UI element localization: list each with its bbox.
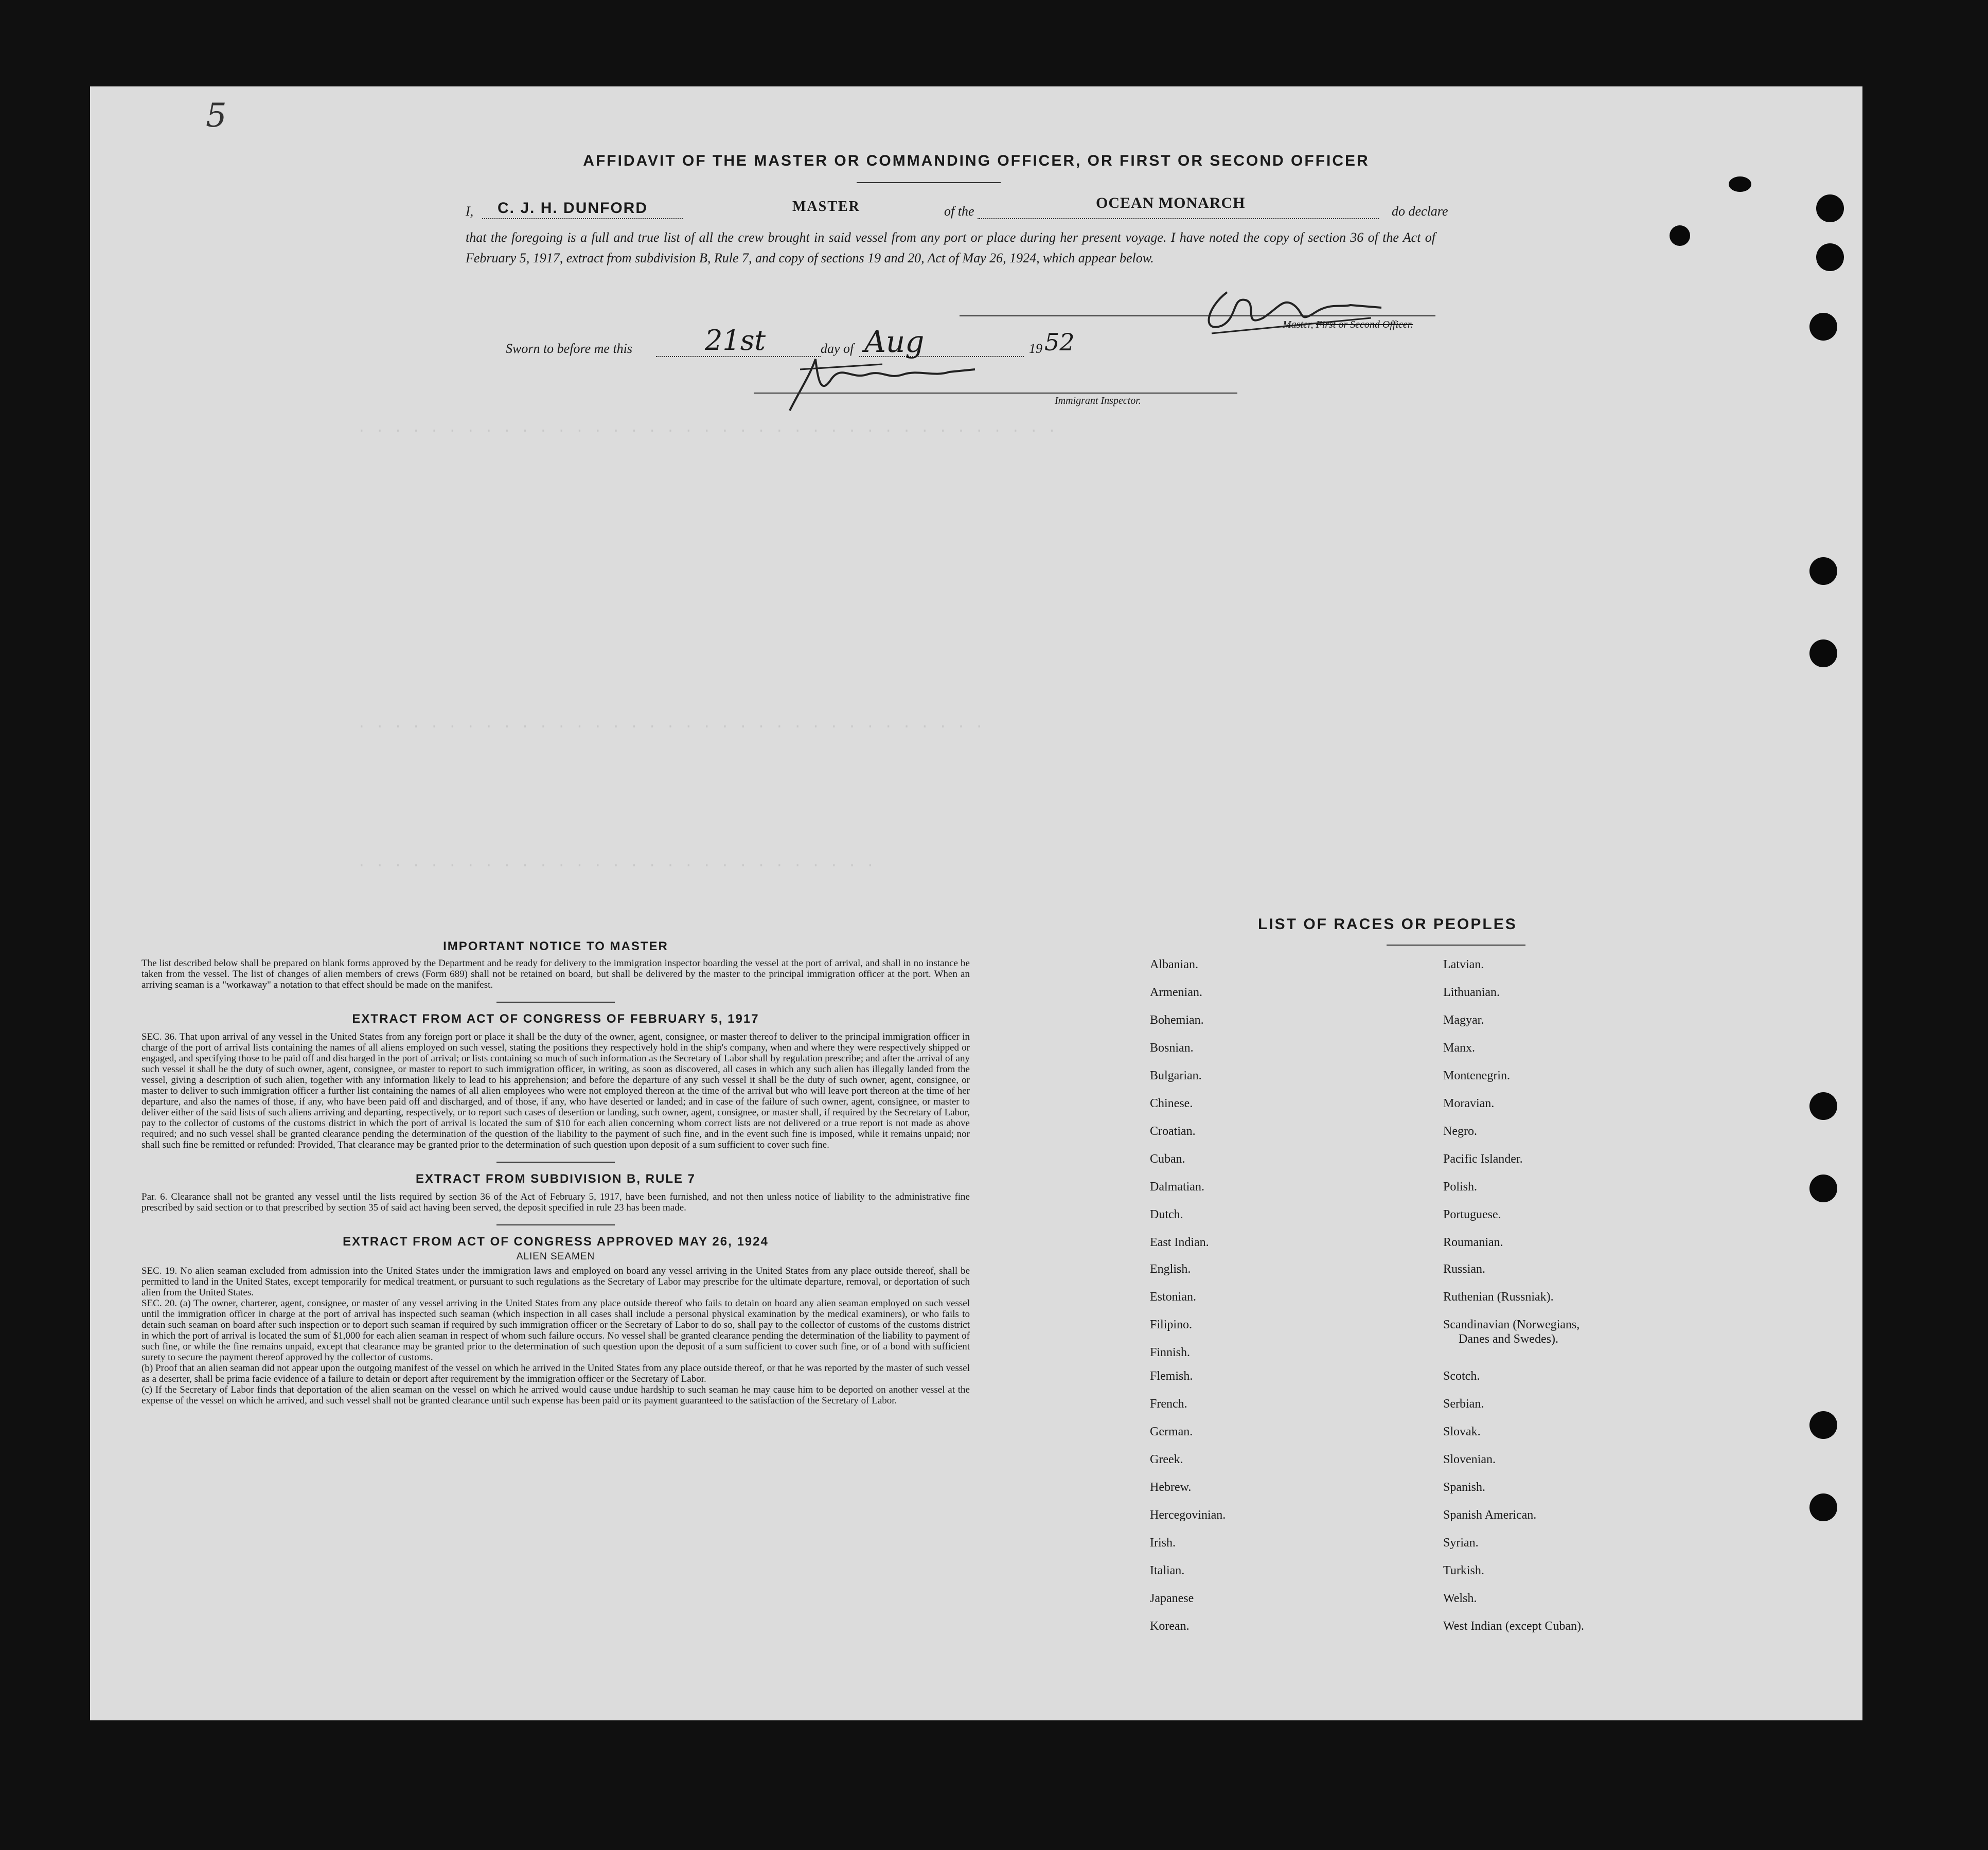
races-heading-rule [1387,945,1525,946]
race-left: German. [1150,1425,1193,1438]
race-right: Latvian. [1443,958,1484,971]
rank: MASTER [792,199,860,215]
bleed-through-text: · · · · · · · · · · · · · · · · · · · · · · · · · · · · · · · · · · · · · · · [358,423,1057,439]
race-left: Korean. [1150,1620,1190,1633]
race-left: Italian. [1150,1564,1185,1577]
section-divider [496,1224,615,1225]
sworn-label: Sworn to before me this [506,341,633,356]
race-left: Albanian. [1150,958,1198,971]
punch-hole [1809,1493,1837,1521]
sworn-day: 21st [705,324,766,357]
bleed-through-text: · · · · · · · · · · · · · · · · · · · · · · · · · · · · · · · · · · · [358,719,985,735]
of-the-label: of the [944,204,974,219]
race-right: Magyar. [1443,1013,1484,1027]
race-right: Slovak. [1443,1425,1481,1438]
race-right: Welsh. [1443,1592,1477,1605]
inspector-signature-line [754,393,1237,394]
race-left: Chinese. [1150,1097,1193,1110]
race-left: Finnish. [1150,1346,1191,1359]
punch-hole [1809,557,1837,585]
notice-body: The list described below shall be prepared on blank forms approved by the Department and be ready for delivery to the immigration inspector boarding the vessel at the port of arrival, and shall in no instance be taken from the vessel. The list of changes of alien members of crews (Form 689) shall not be retained on board, but shall be delivered by the master to the principal immigration officer at the port. When an arriving seaman is a "workaway" a notation to that effect should be made on the manifest. [141,958,970,990]
punch-hole [1816,194,1844,222]
race-left: Dutch. [1150,1208,1183,1221]
race-right: Polish. [1443,1180,1478,1194]
race-left: Flemish. [1150,1369,1193,1383]
race-right-continuation: Danes and Swedes). [1459,1332,1558,1346]
vessel-field [978,194,1379,219]
race-right: Portuguese. [1443,1208,1501,1221]
legal-column [141,939,970,1406]
race-right: Slovenian. [1443,1453,1496,1466]
extract-1917-body: SEC. 36. That upon arrival of any vessel in the United States from any foreign port or place it shall be the duty of the owner, agent, consignee, or master thereof to deliver to the principal immigration officer in charge of the port of arrival lists containing the names of all aliens employed on such vessel, stating the positions they respectively hold in the ship's company, when and where they were respectively shipped or engaged, and specifying those to be paid off and discharged in the port of arrival; or lists containing so much of such information as the Secretary of Labor shall by regulation prescribe; and after the arrival of any such vessel it shall be the duty of such owner, agent, consignee, or master to report to such immigration officer, in writing, as soon as discovered, all cases in which any such alien has illegally landed from the vessel, giving a description of such alien, together with any information likely to lead to his apprehension; and before the departure of any such vessel it shall be the duty of such owner, agent, consignee, or master to deliver to such immigration officer a further list containing the names of all alien employees who were not employed thereon at the time of the arrival but who will leave port thereon at the time of her departure, and also the names of those, if any, who have been paid off and discharged, and of those, if any, who have deserted or landed; and in case of the failure of such owner, agent, consignee, or master to deliver either of the said lists of such aliens arriving and departing, respectively, or to report such cases of desertion or landing, such owner, agent, consignee, or master shall, if required by the Secretary of Labor, pay to the collector of customs of the customs district in which the port of arrival is located the sum of $10 for each alien concerning whom correct lists are not delivered or a true report is not made as above required; and no such vessel shall be granted clearance pending the determination of the question of the liability to the payment of such fine, and in the event such fine is imposed, while it remains unpaid; nor shall such fine be remitted or refunded: Provided, That clearance may be granted prior to the determination of such question upon deposit of a sum sufficient to cover such fine. [141,1031,970,1150]
document-page [90,86,1862,1720]
race-left: East Indian. [1150,1236,1209,1249]
year-suffix: 52 [1044,328,1075,356]
sec-20a-text: SEC. 20. (a) The owner, charterer, agent, consignee, or master of any vessel arriving in the United States from any place outside thereof who fails to detain on board any alien seaman employed on such vessel until the immigration officer in charge at the port of arrival has inspected such seaman (which inspection in all cases shall include a personal physical examination by the medical examiners), or who fails to detain such seaman on board after such inspection or to deport such seaman if required by such immigration officer or the Secretary of Labor to do so, shall pay to the collector of customs of the customs district in which the port of arrival is located the sum of $1,000 for each alien seaman in respect of whom such failure occurs. No vessel shall be granted clearance pending the determination of the liability to payment of such fine, or while the fine remains unpaid, except that clearance may be granted prior to the determination of such question upon the deposit of a sum sufficient to cover such fine, or of a bond with sufficient surety to secure the payment thereof approved by the collector of customs. [141,1298,970,1363]
race-left: Cuban. [1150,1152,1185,1166]
race-left: Hercegovinian. [1150,1508,1226,1522]
race-left: English. [1150,1262,1191,1276]
sec-19-text: SEC. 19. No alien seaman excluded from admission into the United States under the immigration laws and employed on board any vessel arriving in the United States from any place outside thereof, shall be permitted to land in the United States, except temporarily for medical treatment, or pursuant to such regulations as the Secretary of Labor may prescribe for the ultimate departure, removal, or deportation of such alien from the United States. [141,1266,970,1298]
race-right: Russian. [1443,1262,1486,1276]
notice-heading: IMPORTANT NOTICE TO MASTER [443,939,668,953]
race-left: Croatian. [1150,1125,1196,1138]
affidavit-body: that the foregoing is a full and true list of all the crew brought in said vessel from any port or place during her present voyage. I have noted the copy of section 36 of the Act of February 5, 1917, extract from subdivision B, Rule 7, and copy of sections 19 and 20, Act of May 26, 1924, which appear below. [466,230,1435,265]
punch-hole [1816,243,1844,271]
sec-20c-text: (c) If the Secretary of Labor finds that deportation of the alien seaman on the vessel on which he arrived would cause undue hardship to such seaman he may cause him to be deported on another vessel at the expense of the vessel on which he arrived, and such vessel shall not be granted clearance until such expense has been paid or its payment guaranteed to the satisfaction of the Secretary of Labor. [141,1384,970,1406]
race-left: Armenian. [1150,986,1202,999]
race-right: Spanish American. [1443,1508,1537,1522]
race-left: Bosnian. [1150,1041,1194,1055]
race-right: Serbian. [1443,1397,1484,1411]
i-label: I, [466,204,474,219]
master-name: C. J. H. DUNFORD [498,200,648,217]
race-right: Scandinavian (Norwegians, [1443,1318,1580,1331]
punch-hole [1809,1175,1837,1202]
race-left: Bohemian. [1150,1013,1204,1027]
ink-blot [1670,225,1690,246]
race-left: French. [1150,1397,1187,1411]
race-right: Syrian. [1443,1536,1479,1550]
race-left: Estonian. [1150,1290,1196,1304]
race-left: Dalmatian. [1150,1180,1204,1194]
race-right: Moravian. [1443,1097,1495,1110]
races-heading: LIST OF RACES OR PEOPLES [1258,916,1517,933]
bleed-through-text: · · · · · · · · · · · · · · · · · · · · · · · · · · · · · [358,858,876,874]
alien-seamen-subheading: ALIEN SEAMEN [516,1251,595,1262]
sec-20b-text: (b) Proof that an alien seaman did not appear upon the outgoing manifest of the vessel on which he arrived in the United States from any place outside thereof, or that he was reported by the master of such vessel as a deserter, shall be prima facie evidence of a failure to detain or deport after requirement by the immigration officer or the Secretary of Labor. [141,1363,970,1384]
race-right: Negro. [1443,1125,1477,1138]
master-caption-prefix: Master, [1283,319,1313,330]
year-prefix: 19 [1029,341,1042,356]
sworn-month: Aug [864,324,925,359]
extract-1924-heading: EXTRACT FROM ACT OF CONGRESS APPROVED MAY 26, 1924 [343,1235,769,1249]
punch-hole [1809,1092,1837,1120]
do-declare-label: do declare [1392,204,1448,219]
master-caption [1283,319,1413,331]
day-of-label: day of [821,341,854,356]
inspector-signature [779,349,996,416]
race-right: Turkish. [1443,1564,1484,1577]
race-left: Hebrew. [1150,1481,1192,1494]
race-left: Japanese [1150,1592,1194,1605]
extract-1917-heading: EXTRACT FROM ACT OF CONGRESS OF FEBRUARY 5, 1917 [352,1012,759,1026]
name-field [482,201,683,219]
race-right: Roumanian. [1443,1236,1503,1249]
master-signature [1196,277,1392,344]
race-left: Bulgarian. [1150,1069,1202,1082]
rule-7-heading: EXTRACT FROM SUBDIVISION B, RULE 7 [415,1172,696,1186]
race-left: Filipino. [1150,1318,1193,1331]
punch-hole [1809,639,1837,667]
vessel-name: OCEAN MONARCH [1096,194,1246,211]
race-right: Montenegrin. [1443,1069,1510,1082]
race-right: Spanish. [1443,1481,1486,1494]
race-right: Scotch. [1443,1369,1480,1383]
race-left: Irish. [1150,1536,1176,1550]
section-divider [496,1002,615,1003]
punch-hole [1809,313,1837,341]
affidavit-heading: AFFIDAVIT OF THE MASTER OR COMMANDING OFFICER, OR FIRST OR SECOND OFFICER [583,152,1370,169]
rule-7-body: Par. 6. Clearance shall not be granted any vessel until the lists required by section 36 of the Act of February 5, 1917, have been furnished, and not then unless notice of liability to the administrative fine prescribed by said section or to that prescribed by section 35 of said act having been served, the deposit specified in rule 23 has been made. [141,1191,970,1213]
ink-blot [1729,176,1751,192]
section-divider [496,1162,615,1163]
margin-note: 5 [206,97,227,135]
heading-rule [857,182,1001,183]
inspector-caption: Immigrant Inspector. [1055,395,1141,406]
race-right: West Indian (except Cuban). [1443,1620,1584,1633]
race-right: Manx. [1443,1041,1475,1055]
race-right: Lithuanian. [1443,986,1500,999]
master-caption-struck: First or Second Officer. [1316,319,1413,330]
punch-hole [1809,1411,1837,1439]
race-right: Ruthenian (Russniak). [1443,1290,1554,1304]
race-left: Greek. [1150,1453,1183,1466]
race-right: Pacific Islander. [1443,1152,1523,1166]
